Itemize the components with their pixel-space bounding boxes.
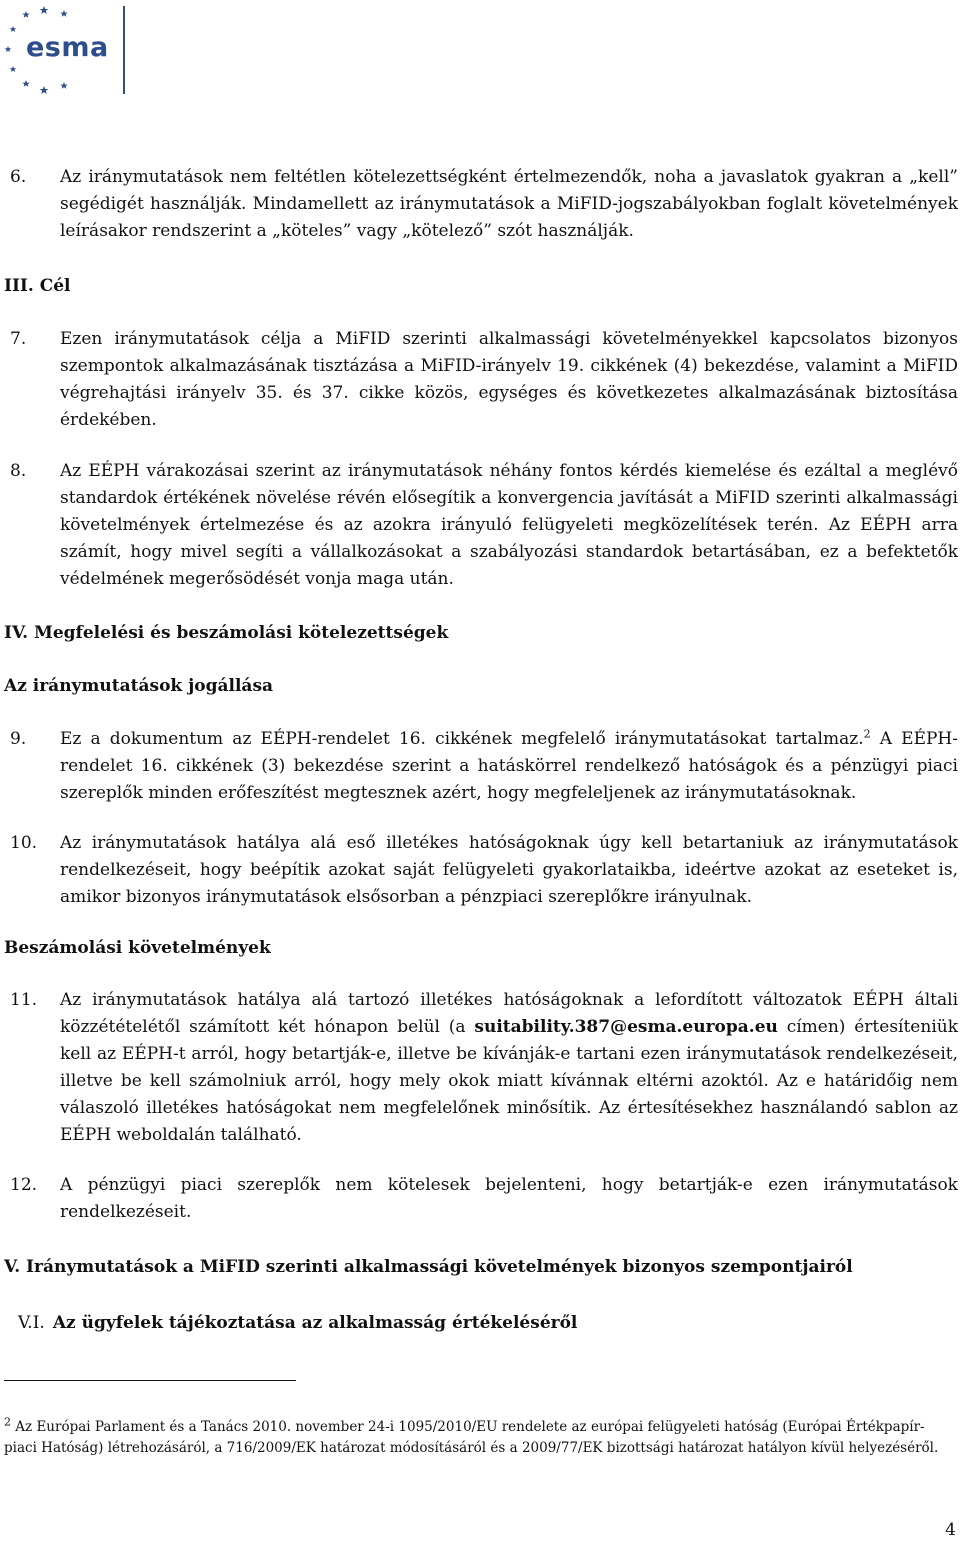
- subheading-reporting: Beszámolási követelmények: [4, 938, 271, 958]
- logo-text: esma: [26, 32, 109, 63]
- footnote-text: Az Európai Parlament és a Tanács 2010. november 24-i 1095/2010/EU rendelete az európai felügyeleti hatóság (Európai Értékpapír-piaci Hatóság) létrehozásáról, a 716/2009/EK határozat módosításáról és a 2009/77/EK bizottsági határozat hatályon kívül helyezéséről.: [4, 1419, 939, 1456]
- section-heading-iv: IV. Megfelelési és beszámolási kötelezettségek: [4, 623, 449, 643]
- footnote-reference[interactable]: 2: [863, 727, 871, 741]
- paragraph-number: 12.: [10, 1175, 38, 1195]
- paragraph-text: [60, 726, 958, 807]
- section-heading-iii: III. Cél: [4, 276, 71, 296]
- paragraph-text-part: A EÉPH-rendelet 16. cikkének (3) bekezdése szerint a hatáskörrel rendelkező hatóságok és a pénzügyi piaci szereplők minden erőfeszítést megtesznek azért, hogy megfeleljenek az iránymutatásoknak.: [60, 729, 958, 803]
- paragraph-11: [4, 987, 958, 1149]
- paragraph-number: 6.: [10, 167, 27, 187]
- paragraph-10: [4, 830, 958, 911]
- paragraph-text: Az EÉPH várakozásai szerint az iránymutatások néhány fontos kérdés kiemelése és ezáltal a meglévő standardok értékének növelése révén elősegítik a konvergencia javítását a MiFID szerinti alkalmassági követelmények értelmezése és az azokra irányuló felügyeleti megközelítések terén. Az EÉPH arra számít, hogy mivel segíti a vállalkozásokat a szabályozási standardok betartásában, ez a befektetők védelmének megerősödését vonja maga után.: [60, 461, 958, 589]
- section-heading-v: V. Iránymutatások a MiFID szerinti alkalmassági követelmények bizonyos szempontjairól: [4, 1257, 853, 1277]
- paragraph-number: 11.: [10, 990, 38, 1010]
- paragraph-text-part: címen) értesíteniük kell az EÉPH-t arról, hogy betartják-e, illetve be kívánják-e tartani ezen iránymutatások rendelkezéseit, illetve be kell számolniuk arról, hogy mely okok miatt kívánnak eltérni azoktól. Az e határidőig nem válaszoló illetékes hatóságokat nem megfelelőnek minősítik. Az értesítésekhez használandó sablon az EÉPH weboldalán található.: [60, 1017, 959, 1145]
- section-title: Az ügyfelek tájékoztatása az alkalmasság értékeléséről: [52, 1313, 578, 1333]
- paragraph-number: 9.: [10, 729, 27, 749]
- paragraph-text-part: Ez a dokumentum az EÉPH-rendelet 16. cikkének megfelelő iránymutatásokat tartalmaz.: [60, 729, 864, 749]
- paragraph-12: [4, 1172, 958, 1226]
- footnote-number: 2: [4, 1415, 11, 1429]
- paragraph-text: Ezen iránymutatások célja a MiFID szerinti alkalmassági követelményekkel kapcsolatos bizonyos szempontok alkalmazásának tisztázása a MiFID-irányelv 19. cikkének (4) bekezdése, valamint a MiFID végrehajtási irányelv 35. és 37. cikke közös, egységes és következetes alkalmazásának biztosítása érdekében.: [60, 329, 958, 430]
- paragraph-8: [4, 458, 958, 593]
- email-link[interactable]: suitability.387@esma.europa.eu: [474, 1017, 778, 1037]
- paragraph-7: [4, 326, 958, 434]
- paragraph-text-part: Az iránymutatások hatálya alá tartozó illetékes hatóságoknak a lefordított változatok EÉPH általi közzétételétől számított két hónapon belül (a: [60, 990, 958, 1037]
- paragraph-text: [60, 987, 958, 1149]
- footnote-separator: [4, 1380, 296, 1381]
- paragraph-number: 7.: [10, 329, 27, 349]
- paragraph-number: 8.: [10, 461, 27, 481]
- paragraph-6: [4, 164, 958, 245]
- paragraph-text: Az iránymutatások nem feltétlen kötelezettségként értelmezendők, noha a javaslatok gyakran a „kell” segédigét használják. Mindamellett az iránymutatások a MiFID-jogszabályokban foglalt követelmények leírásakor rendszerint a „köteles” vagy „kötelező” szót használják.: [60, 167, 958, 241]
- paragraph-9: [4, 726, 958, 807]
- paragraph-text: Az iránymutatások hatálya alá eső illetékes hatóságoknak úgy kell betartaniuk az iránymutatások rendelkezéseit, hogy beépítik azokat saját felügyeleti gyakorlataikba, ideértve azokat az eseteket is, amikor bizonyos iránymutatások elsősorban a pénzpiaci szereplőkre irányulnak.: [60, 833, 958, 907]
- section-heading-v1: [18, 1310, 577, 1337]
- subheading-legal-status: Az iránymutatások jogállása: [4, 676, 274, 696]
- paragraph-text: A pénzügyi piaci szereplők nem kötelesek bejelenteni, hogy betartják-e ezen iránymutatások rendelkezéseit.: [60, 1175, 958, 1222]
- header-divider: [123, 6, 125, 94]
- footnote: [4, 1417, 954, 1459]
- paragraph-number: 10.: [10, 833, 38, 853]
- page-number: 4: [945, 1520, 956, 1540]
- section-number: V.I.: [18, 1313, 45, 1333]
